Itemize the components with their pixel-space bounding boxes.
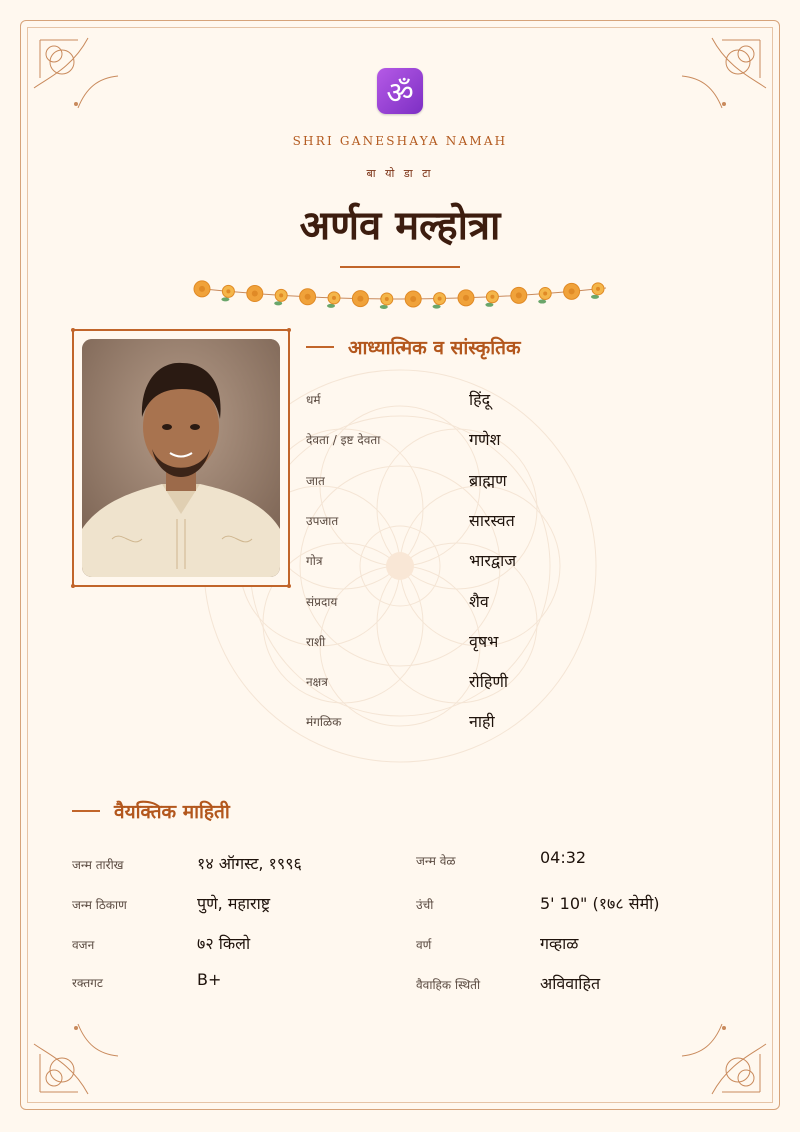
detail-label: मंगळिक [306, 715, 342, 730]
marigold-garland-icon [190, 276, 610, 316]
flower-center [226, 289, 230, 293]
frame-dot [71, 584, 75, 588]
detail-label: नक्षत्र [306, 675, 328, 690]
flower-center [490, 295, 494, 299]
detail-label: उंची [416, 898, 434, 912]
profile-photo [82, 339, 280, 577]
detail-label: संप्रदाय [306, 594, 338, 609]
detail-value: गणेश [469, 430, 501, 450]
flower-center [596, 287, 600, 291]
leaf-icon [274, 301, 282, 305]
detail-value: रोहिणी [469, 672, 509, 692]
section-title-personal [72, 798, 230, 824]
detail-value: भारद्वाज [469, 551, 517, 571]
detail-value: सारस्वत [469, 510, 515, 530]
leaf-icon [591, 295, 599, 299]
leaf-icon [221, 297, 229, 301]
detail-value: शैव [469, 591, 489, 611]
candidate-name: अर्णव मल्होत्रा [299, 202, 501, 249]
leaf-icon [327, 304, 335, 308]
flower-center [543, 292, 547, 296]
flower-center [438, 297, 442, 301]
detail-label: धर्म [306, 393, 321, 407]
leaf-icon [433, 305, 441, 309]
flower-center [252, 291, 258, 297]
detail-label: रक्तगट [72, 976, 103, 990]
section-title-text: वैयक्तिक माहिती [114, 801, 230, 823]
detail-value: B+ [197, 970, 222, 989]
detail-value: पुणे, महाराष्ट्र [197, 894, 271, 913]
detail-value: गव्हाळ [540, 934, 579, 953]
detail-value: ब्राह्मण [469, 470, 507, 490]
detail-label: जात [306, 473, 325, 488]
detail-label: देवता / इष्ट देवता [306, 433, 381, 448]
leaf-icon [538, 300, 546, 304]
flower-center [410, 296, 416, 302]
flower-center [332, 296, 336, 300]
flower-center [305, 294, 311, 300]
section-title-text: आध्यात्मिक व सांस्कृतिक [348, 337, 521, 359]
detail-label: वैवाहिक स्थिती [416, 978, 481, 992]
detail-value: नाही [469, 712, 495, 732]
section-dash [306, 346, 334, 348]
flower-center [463, 295, 469, 301]
detail-value: १४ ऑगस्ट, १९९६ [197, 854, 302, 873]
detail-value: 04:32 [540, 848, 587, 867]
detail-label: जन्म तारीख [72, 858, 124, 872]
section-dash [72, 810, 100, 812]
flower-center [279, 293, 283, 297]
frame-dot [71, 328, 75, 332]
om-icon: ॐ [377, 68, 423, 114]
detail-value: अविवाहित [540, 974, 601, 993]
detail-label: उपजात [306, 513, 339, 528]
detail-value: हिंदू [469, 390, 491, 409]
section-title-spiritual [306, 334, 521, 360]
frame-dot [287, 328, 291, 332]
name-underline [340, 266, 460, 268]
leaf-icon [380, 305, 388, 309]
document-type-label: बा यो डा टा [366, 167, 434, 180]
detail-label: वर्ण [416, 938, 432, 952]
flower-center [516, 292, 522, 298]
invocation-text: SHRI GANESHAYA NAMAH [292, 134, 508, 148]
detail-label: जन्म ठिकाण [72, 898, 127, 912]
detail-value: 5' 10" (१७८ सेमी) [540, 894, 660, 913]
photo-frame [72, 329, 290, 587]
corner-ornament-bottom-right [680, 1012, 772, 1104]
flower-center [569, 288, 575, 294]
detail-label: गोत्र [306, 554, 323, 569]
corner-ornament-bottom-left [28, 1012, 120, 1104]
flower-center [199, 286, 205, 292]
flower-center [357, 296, 363, 302]
detail-label: राशी [306, 634, 326, 649]
detail-value: वृषभ [469, 631, 499, 651]
corner-ornament-top-right [680, 28, 772, 120]
detail-label: वजन [72, 938, 95, 952]
detail-label: जन्म वेळ [416, 854, 456, 868]
flower-center [385, 297, 389, 301]
detail-value: ७२ किलो [197, 934, 251, 953]
frame-dot [287, 584, 291, 588]
leaf-icon [485, 303, 493, 307]
corner-ornament-top-left [28, 28, 120, 120]
